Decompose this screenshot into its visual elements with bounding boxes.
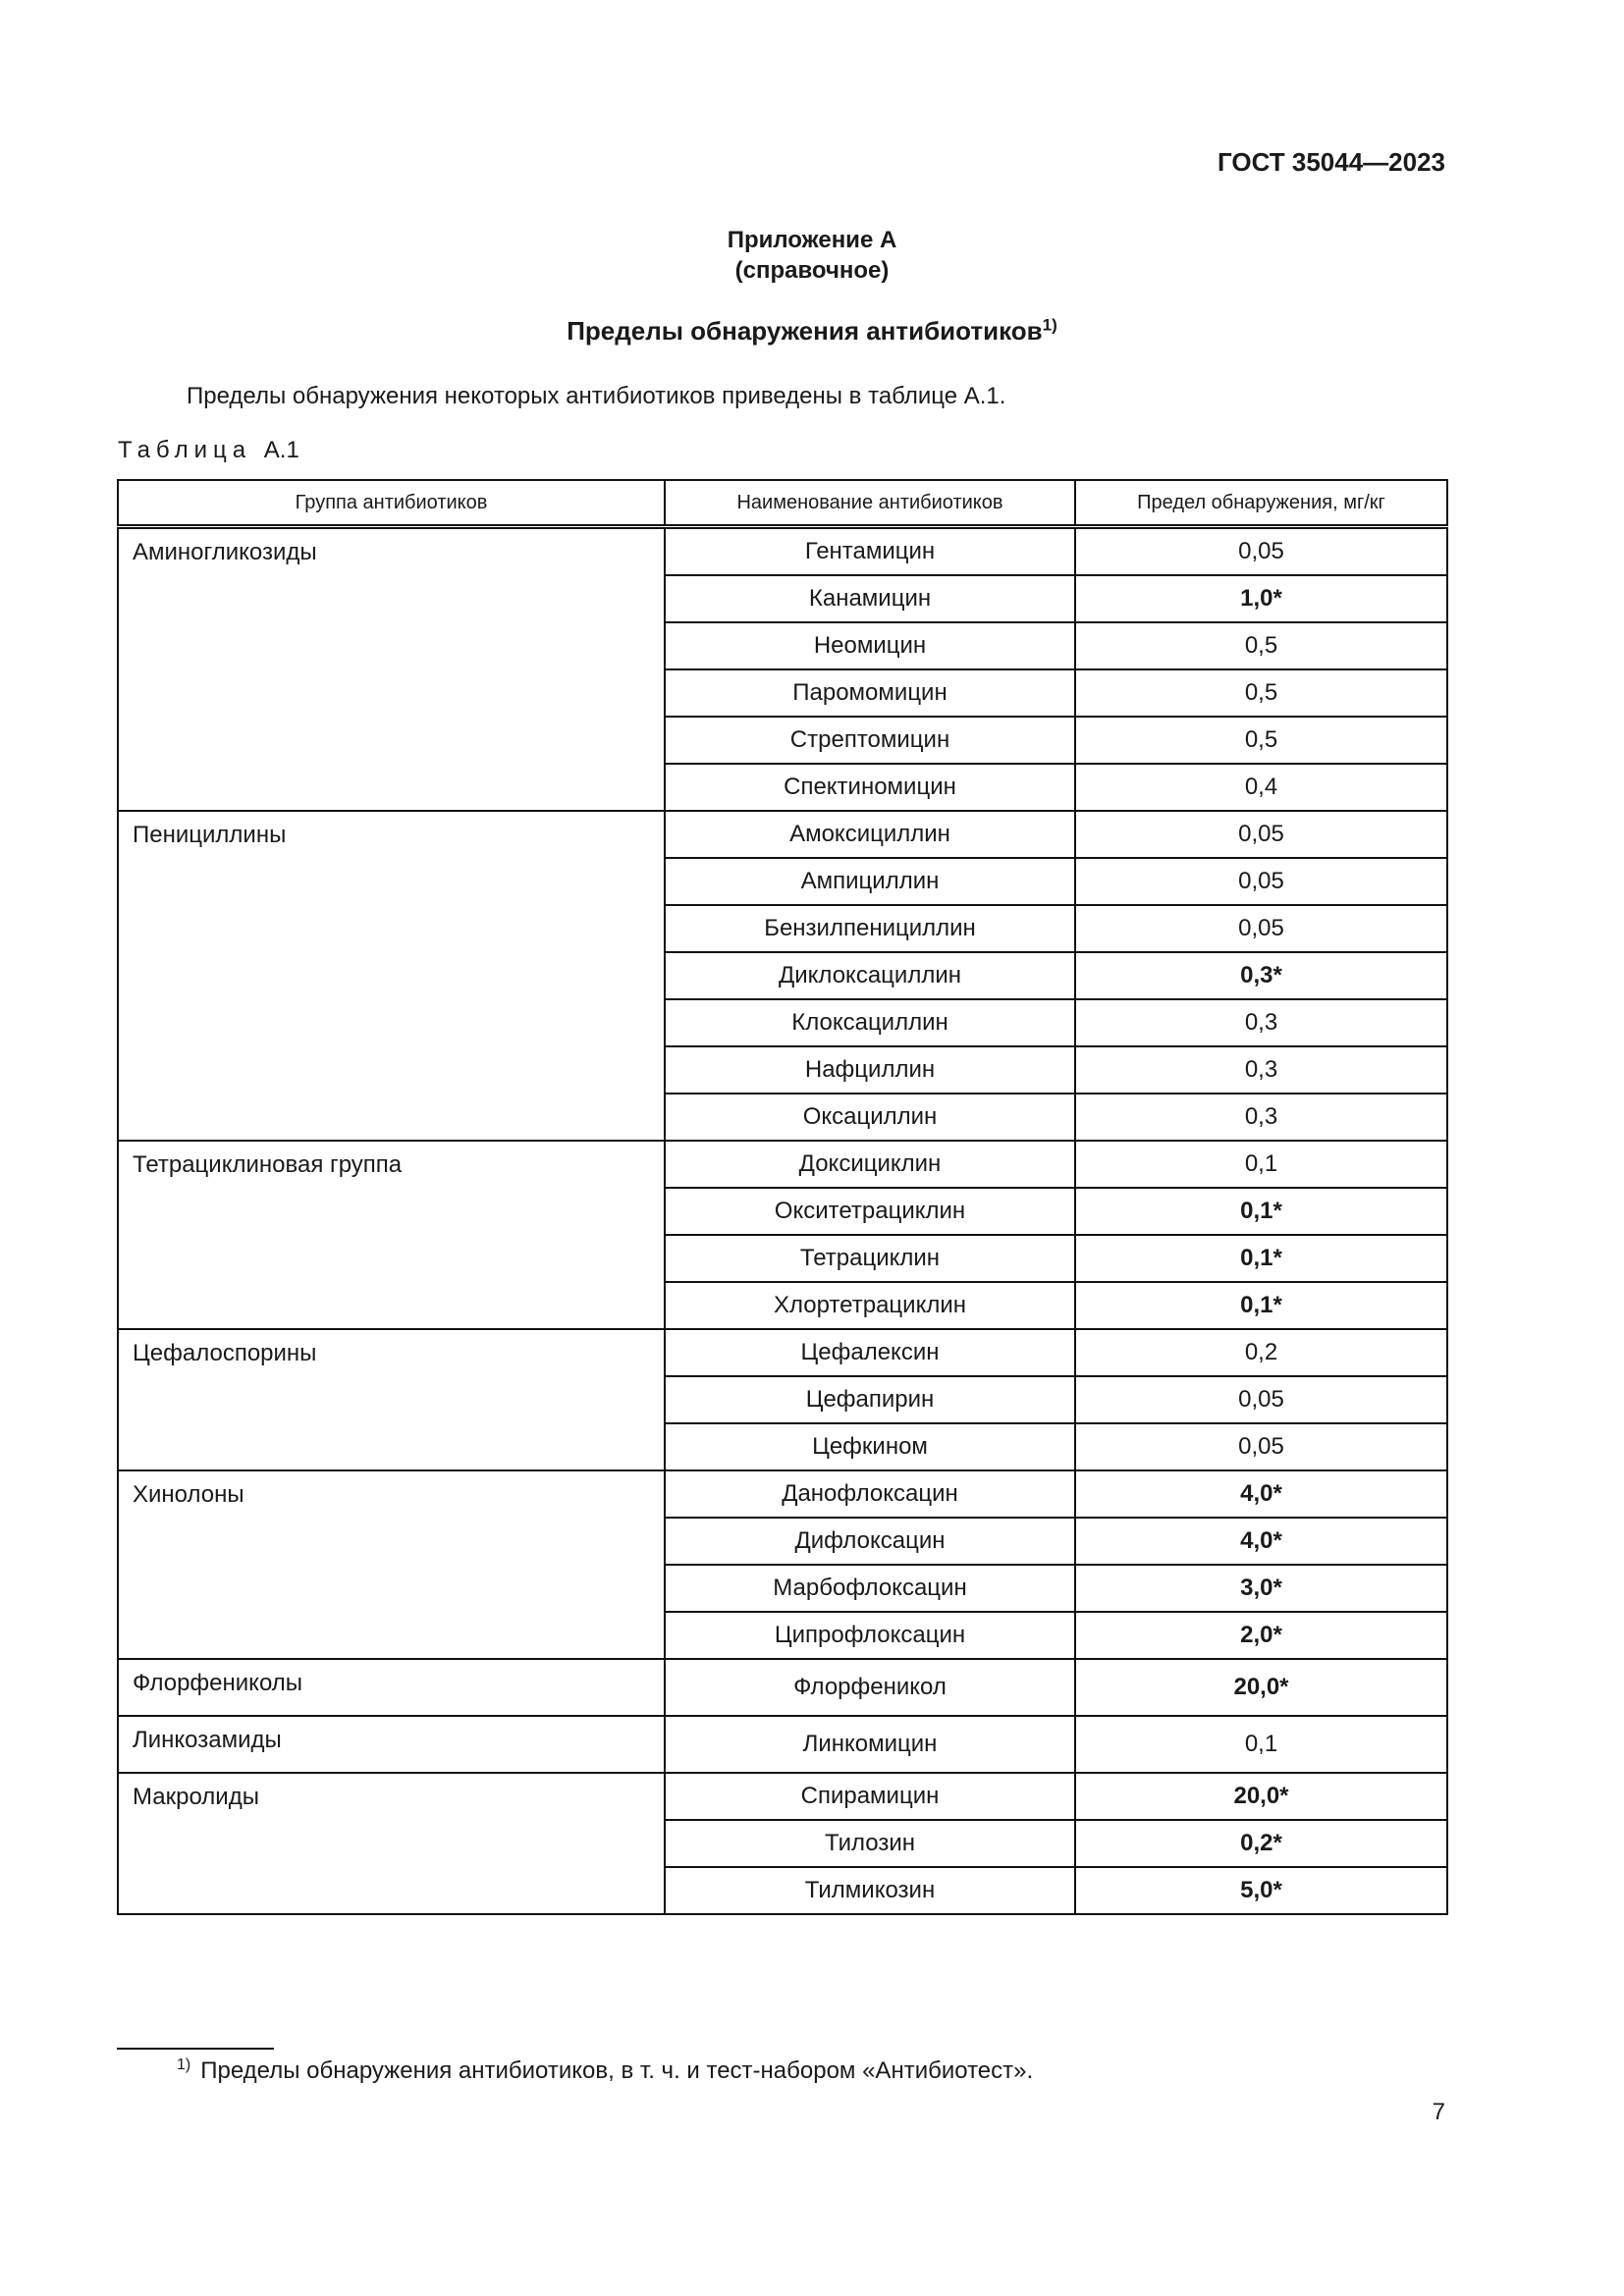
antibiotic-name-cell: Цефкином <box>665 1423 1075 1470</box>
detection-limit-cell: 0,3 <box>1075 1046 1447 1094</box>
detection-limit-cell: 0,05 <box>1075 1376 1447 1423</box>
antibiotic-name-cell: Клоксациллин <box>665 999 1075 1046</box>
antibiotic-name-cell: Ампициллин <box>665 858 1075 905</box>
detection-limit-cell: 0,2 <box>1075 1329 1447 1376</box>
antibiotic-name-cell: Тилмикозин <box>665 1867 1075 1914</box>
table-row <box>118 527 1447 576</box>
detection-limit-cell: 0,3 <box>1075 999 1447 1046</box>
antibiotic-name-cell: Ципрофлоксацин <box>665 1612 1075 1659</box>
appendix-title: Приложение А <box>727 227 897 253</box>
antibiotic-name-cell: Неомицин <box>665 622 1075 669</box>
header-limit: Предел обнаружения, мг/кг <box>1075 480 1447 527</box>
section-title-text: Пределы обнаружения антибиотиков <box>567 316 1043 346</box>
detection-limit-cell: 0,1* <box>1075 1235 1447 1282</box>
group-cell: Линкозамиды <box>118 1716 665 1773</box>
header-name: Наименование антибиотиков <box>665 480 1075 527</box>
detection-limit-cell: 0,05 <box>1075 811 1447 858</box>
group-cell: Тетрациклиновая группа <box>118 1141 665 1329</box>
detection-limit-cell: 3,0* <box>1075 1565 1447 1612</box>
table-caption-word: Таблица <box>118 437 252 463</box>
table-row <box>118 1659 1447 1716</box>
antibiotic-name-cell: Спектиномицин <box>665 764 1075 811</box>
antibiotic-name-cell: Амоксициллин <box>665 811 1075 858</box>
group-cell: Цефалоспорины <box>118 1329 665 1470</box>
table-caption <box>118 437 299 464</box>
antibiotic-name-cell: Цефапирин <box>665 1376 1075 1423</box>
antibiotic-name-cell: Хлортетрациклин <box>665 1282 1075 1329</box>
table-row <box>118 811 1447 858</box>
document-code: ГОСТ 35044—2023 <box>1218 147 1445 177</box>
detection-limit-cell: 0,5 <box>1075 717 1447 764</box>
detection-limit-cell: 5,0* <box>1075 1867 1447 1914</box>
detection-limit-cell: 0,05 <box>1075 1423 1447 1470</box>
detection-limit-cell: 2,0* <box>1075 1612 1447 1659</box>
antibiotic-name-cell: Гентамицин <box>665 527 1075 576</box>
detection-limit-cell: 0,5 <box>1075 622 1447 669</box>
antibiotic-name-cell: Стрептомицин <box>665 717 1075 764</box>
detection-limit-cell: 4,0* <box>1075 1470 1447 1518</box>
antibiotic-name-cell: Оксациллин <box>665 1094 1075 1141</box>
antibiotic-name-cell: Цефалексин <box>665 1329 1075 1376</box>
detection-limit-cell: 0,4 <box>1075 764 1447 811</box>
antibiotics-table <box>117 479 1448 1915</box>
antibiotic-name-cell: Нафциллин <box>665 1046 1075 1094</box>
detection-limit-cell: 0,5 <box>1075 669 1447 717</box>
footnote-reference: 1) <box>1042 315 1057 335</box>
antibiotic-name-cell: Дифлоксацин <box>665 1518 1075 1565</box>
group-cell: Аминогликозиды <box>118 527 665 812</box>
header-group: Группа антибиотиков <box>118 480 665 527</box>
detection-limit-cell: 0,1* <box>1075 1282 1447 1329</box>
detection-limit-cell: 0,2* <box>1075 1820 1447 1867</box>
antibiotic-name-cell: Доксициклин <box>665 1141 1075 1188</box>
table-row <box>118 1141 1447 1188</box>
table-row <box>118 1470 1447 1518</box>
antibiotic-name-cell: Окситетрациклин <box>665 1188 1075 1235</box>
antibiotic-name-cell: Бензилпенициллин <box>665 905 1075 952</box>
appendix-subtitle: (справочное) <box>734 257 890 284</box>
table-row <box>118 1329 1447 1376</box>
footnote-marker: 1) <box>177 2056 191 2073</box>
detection-limit-cell: 0,1 <box>1075 1141 1447 1188</box>
table-caption-number: А.1 <box>263 437 299 463</box>
antibiotic-name-cell: Диклоксациллин <box>665 952 1075 999</box>
detection-limit-cell: 20,0* <box>1075 1659 1447 1716</box>
antibiotic-name-cell: Паромомицин <box>665 669 1075 717</box>
detection-limit-cell: 0,3 <box>1075 1094 1447 1141</box>
antibiotic-name-cell: Тетрациклин <box>665 1235 1075 1282</box>
detection-limit-cell: 0,3* <box>1075 952 1447 999</box>
footnote-text: Пределы обнаружения антибиотиков, в т. ч. и тест-набором «Антибиотест». <box>200 2057 1034 2084</box>
table-body <box>118 527 1447 1915</box>
group-cell: Пенициллины <box>118 811 665 1141</box>
footnote-divider <box>117 2048 274 2050</box>
detection-limit-cell: 20,0* <box>1075 1773 1447 1820</box>
antibiotic-name-cell: Спирамицин <box>665 1773 1075 1820</box>
detection-limit-cell: 0,05 <box>1075 858 1447 905</box>
antibiotic-name-cell: Марбофлоксацин <box>665 1565 1075 1612</box>
group-cell: Флорфениколы <box>118 1659 665 1716</box>
detection-limit-cell: 0,05 <box>1075 527 1447 576</box>
table-row <box>118 1773 1447 1820</box>
detection-limit-cell: 0,05 <box>1075 905 1447 952</box>
group-cell: Макролиды <box>118 1773 665 1914</box>
table-row <box>118 1716 1447 1773</box>
group-cell: Хинолоны <box>118 1470 665 1659</box>
antibiotic-name-cell: Данофлоксацин <box>665 1470 1075 1518</box>
table-header-row <box>118 480 1447 527</box>
antibiotic-name-cell: Флорфеникол <box>665 1659 1075 1716</box>
detection-limit-cell: 0,1 <box>1075 1716 1447 1773</box>
page-number: 7 <box>1432 2099 1445 2125</box>
antibiotic-name-cell: Канамицин <box>665 575 1075 622</box>
detection-limit-cell: 1,0* <box>1075 575 1447 622</box>
intro-paragraph: Пределы обнаружения некоторых антибиотиков приведены в таблице А.1. <box>187 383 1006 409</box>
detection-limit-cell: 4,0* <box>1075 1518 1447 1565</box>
antibiotic-name-cell: Тилозин <box>665 1820 1075 1867</box>
antibiotic-name-cell: Линкомицин <box>665 1716 1075 1773</box>
detection-limit-cell: 0,1* <box>1075 1188 1447 1235</box>
section-title <box>0 316 1624 347</box>
footnote <box>177 2056 1034 2085</box>
